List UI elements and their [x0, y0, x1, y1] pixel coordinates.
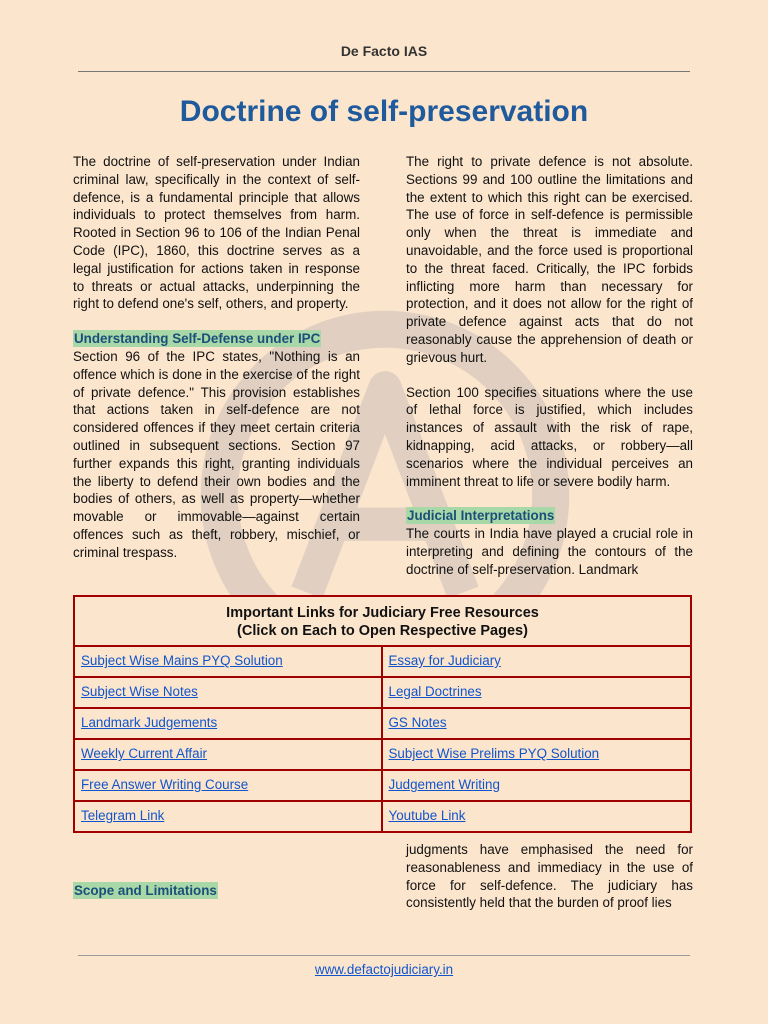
link-legal-doctrines[interactable]: Legal Doctrines [388, 684, 482, 699]
section96-paragraph: Section 96 of the IPC states, "Nothing is an offence which is done in the exercise of the right of private defence." This provision establishes that actions taken in self-defence are not considered offences if they meet certain criteria outlined in subsequent sections. Section 97 further expands this right, granting individuals the liberty to defend their own bodies and the bodies of others, as well as property—whether movable or immovable—against certain offences such as theft, robbery, mischief, or criminal trespass. [73, 348, 360, 560]
page-title: Doctrine of self-preservation [179, 95, 589, 128]
footer-link[interactable]: www.defactojudiciary.in [314, 962, 454, 977]
link-youtube[interactable]: Youtube Link [388, 808, 466, 823]
header-brand: De Facto IAS [340, 43, 428, 59]
links-table-header [75, 597, 690, 647]
links-subtitle: (Click on Each to Open Respective Pages) [237, 623, 528, 639]
table-row [75, 802, 690, 831]
link-weekly-current-affair[interactable]: Weekly Current Affair [75, 740, 383, 769]
link-judgement-writing[interactable]: Judgement Writing [388, 777, 500, 792]
section100-paragraph: Section 100 specifies situations where the use of lethal force is justified, which includes instances of assault with the risk of rape, kidnapping, acid attacks, or robbery—all scenarios where the individual perceives an imminent threat to life or severe bodily harm. [406, 384, 693, 489]
link-essay[interactable]: Essay for Judiciary [388, 653, 501, 668]
link-subject-notes[interactable]: Subject Wise Notes [75, 678, 383, 707]
right-column [406, 153, 693, 579]
table-row [75, 740, 690, 771]
resource-links-table [73, 595, 692, 833]
section-heading-scope: Scope and Limitations [74, 883, 217, 898]
section-heading-understanding: Understanding Self-Defense under IPC [74, 331, 321, 347]
link-landmark-judgements[interactable]: Landmark Judgements [75, 709, 383, 738]
link-telegram[interactable]: Telegram Link [75, 802, 383, 831]
limits-paragraph: The right to private defence is not absolute. Sections 99 and 100 outline the limitations and the extent to which this right can be exercised. The use of force in self-defence is permissible only when the threat is immediate and unavoidable, and the force used is proportional to the threat faced. Critically, the IPC forbids inflicting more harm than necessary for protection, and it does not allow for the right of private defence against acts that do not reasonably cause the apprehension of death or grievous hurt. [406, 154, 693, 365]
links-title: Important Links for Judiciary Free Resources [226, 605, 539, 621]
header-divider [78, 71, 690, 72]
judicial-paragraph: The courts in India have played a crucial role in interpreting and defining the contours of the doctrine of self-preservation. Landmark [406, 526, 693, 577]
table-row [75, 709, 690, 740]
continued-column [406, 841, 693, 912]
link-prelims-pyq[interactable]: Subject Wise Prelims PYQ Solution [388, 746, 600, 761]
link-gs-notes[interactable]: GS Notes [388, 715, 447, 730]
table-row [75, 647, 690, 678]
continued-paragraph: judgments have emphasised the need for reasonableness and immediacy in the use of force for self-defence. The judiciary has consistently held that the burden of proof lies [406, 842, 693, 911]
link-answer-writing[interactable]: Free Answer Writing Course [75, 771, 383, 800]
link-mains-pyq[interactable]: Subject Wise Mains PYQ Solution [75, 647, 383, 676]
left-column [73, 153, 360, 562]
section-heading-judicial: Judicial Interpretations [407, 508, 555, 524]
table-row [75, 771, 690, 802]
intro-paragraph: The doctrine of self-preservation under Indian criminal law, specifically in the context of self-defence, is a fundamental principle that allows individuals to protect themselves from harm. Rooted in Section 96 to 106 of the Indian Penal Code (IPC), 1860, this doctrine serves as a legal justification for actions taken in response to threats or actual attacks, underpinning the right to defend one's self, others, and property. [73, 154, 360, 312]
table-row [75, 678, 690, 709]
footer-divider [78, 955, 690, 956]
